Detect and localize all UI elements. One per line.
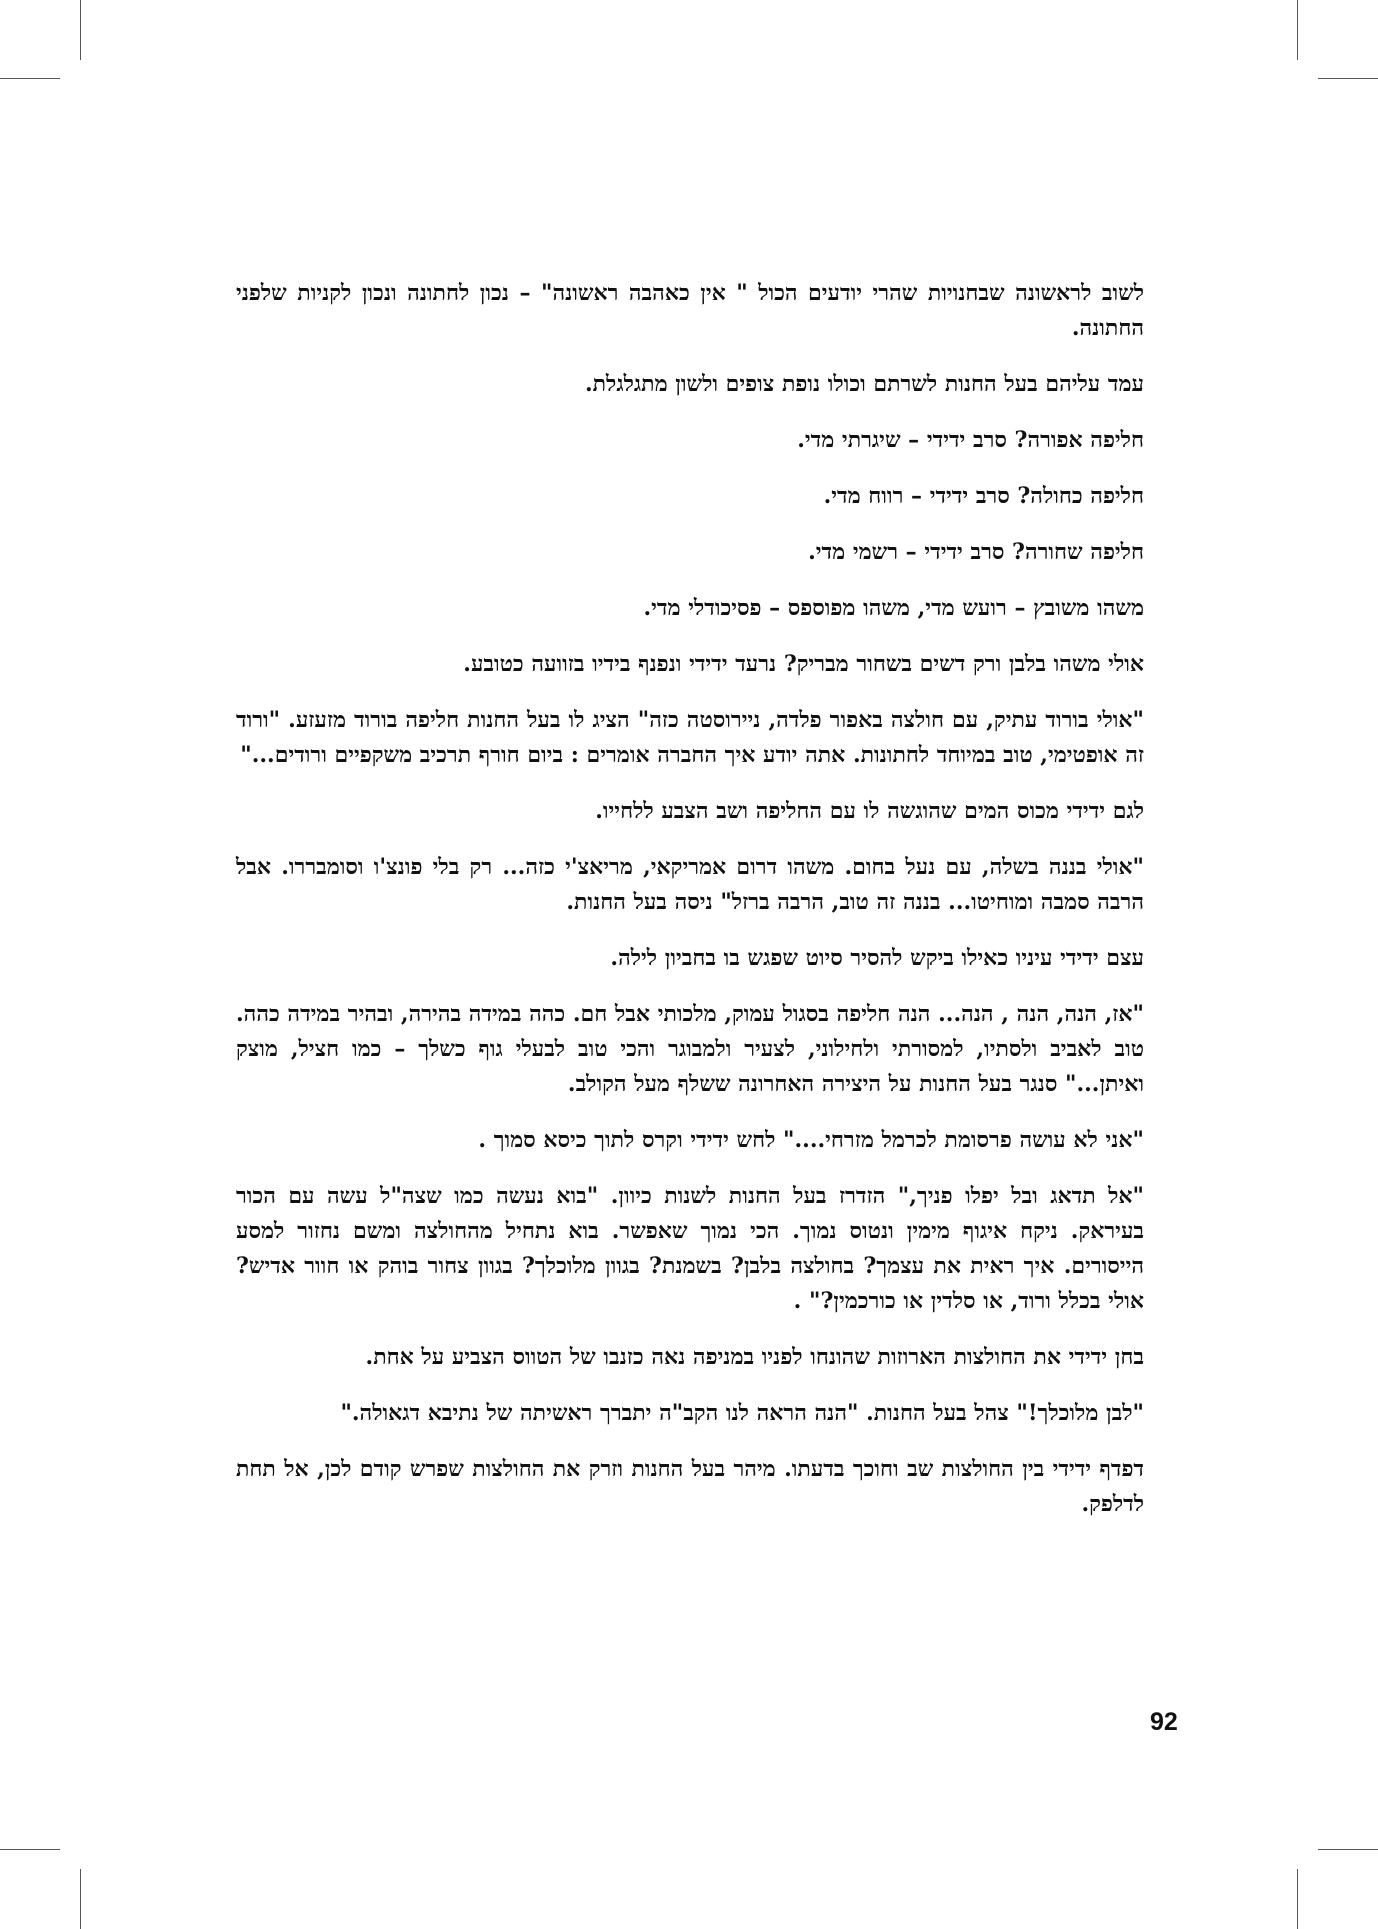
crop-mark-top-left	[80, 0, 81, 60]
paragraph: "אולי בננה בשלה, עם נעל בחום. משהו דרום אמריקאי, מריאצ'י כזה... רק בלי פונצ'ו וסומבררו. אבל הרבה סמבה ומוחיטו... בננה זה טוב, הרבה ברזל" ניסה בעל החנות.	[236, 854, 1144, 915]
paragraph: "אולי בורוד עתיק, עם חולצה באפור פלדה, ניירוסטה כזה" הציג לו בעל החנות חליפה בורוד מזעזע. "ורוד זה אופטימי, טוב במיוחד לחתונות. אתה יודע איך החברה אומרים : ביום חורף תרכיב משקפיים ורודים..."	[236, 707, 1144, 768]
crop-mark-bottom-right	[1297, 1869, 1298, 1929]
crop-mark-top-left-h	[0, 78, 60, 79]
crop-mark-bottom-left-h	[0, 1849, 60, 1850]
paragraph: אולי משהו בלבן ורק דשים בשחור מבריק? נרעד ידידי ונפנף בידיו בזוועה כטובע.	[463, 651, 1144, 677]
paragraph: חליפה שחורה? סרב ידידי – רשמי מדי.	[808, 539, 1144, 565]
crop-mark-bottom-right-h	[1318, 1849, 1378, 1850]
paragraph: עצם ידידי עיניו כאילו ביקש להסיר סיוט שפגש בו בחביון לילה.	[610, 945, 1144, 971]
paragraph: עמד עליהם בעל החנות לשרתם וכולו נופת צופים ולשון מתגלגלת.	[584, 371, 1144, 397]
paragraph: חליפה אפורה? סרב ידידי – שיגרתי מדי.	[797, 427, 1144, 453]
crop-mark-bottom-left	[80, 1869, 81, 1929]
page-number: 92	[1150, 1708, 1178, 1736]
paragraph: חליפה כחולה? סרב ידידי – רווח מדי.	[823, 483, 1144, 509]
paragraph: לשוב לראשונה שבחנויות שהרי יודעים הכול " אין כאהבה ראשונה" – נכון לחתונה ונכון לקניות שלפני החתונה.	[236, 280, 1144, 341]
paragraph: משהו משובץ – רועש מדי, משהו מפוספס – פסיכודלי מדי.	[643, 595, 1144, 621]
paragraph: לגם ידידי מכוס המים שהוגשה לו עם החליפה ושב הצבע ללחייו.	[595, 798, 1144, 824]
paragraph: "אני לא עושה פרסומת לכרמל מזרחי...." לחש ידידי וקרס לתוך כיסא סמוך .	[478, 1127, 1144, 1153]
paragraph: "אז, הנה, הנה , הנה... הנה חליפה בסגול עמוק, מלכותי אבל חם. כהה במידה בהירה, ובהיר במידה כהה. טוב לאביב ולסתיו, למסורתי ולחילוני, לצעיר ולמבוגר והכי טוב לבעלי גוף כשלך – כמו חציל, מוצק ואיתן..." סנגר בעל החנות על היצירה האחרונה ששלף מעל הקולב.	[236, 1001, 1144, 1097]
page-body	[236, 276, 1144, 1543]
crop-mark-top-right	[1297, 0, 1298, 60]
paragraph: דפדף ידידי בין החולצות שב וחוכך בדעתו. מיהר בעל החנות וזרק את החולצות שפרש קודם לכן, אל תחת לדלפק.	[236, 1456, 1144, 1517]
paragraph: בחן ידידי את החולצות הארוזות שהונחו לפניו במניפה נאה כזנבו של הטווס הצביע על אחת.	[365, 1344, 1144, 1370]
paragraph: "לבן מלוכלך!" צהל בעל החנות. "הנה הראה לנו הקב"ה יתברך ראשיתה של נתיבא דגאולה."	[340, 1400, 1144, 1426]
paragraph: "אל תדאג ובל יפלו פניך," הזדרז בעל החנות לשנות כיוון. "בוא נעשה כמו שצה"ל עשה עם הכור בעיראק. ניקח איגוף מימין ונטוס נמוך. הכי נמוך שאפשר. בוא נתחיל מהחולצה ומשם נחזור למסע הייסורים. איך ראית את עצמך? בחולצה בלבן? בשמנת? בגוון מלוכלך? בגוון צחור בוהק או חוור אדיש? אולי בכלל ורוד, או סלדין או כורכמין?" .	[236, 1183, 1144, 1314]
crop-mark-top-right-h	[1318, 78, 1378, 79]
